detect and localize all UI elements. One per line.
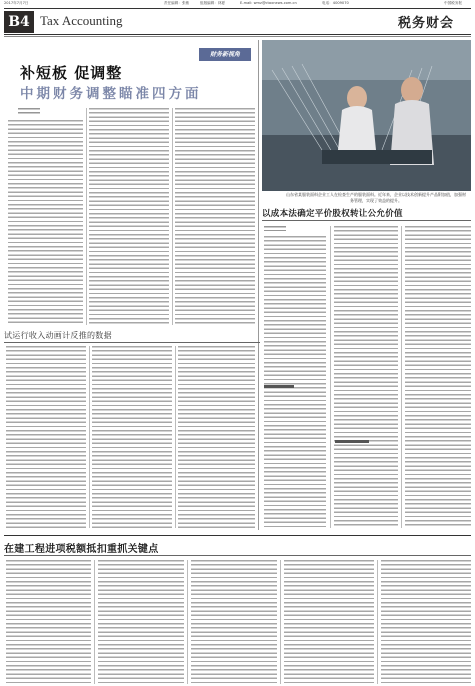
article-4-col-2: [98, 560, 184, 684]
article-2-byline: [264, 226, 286, 231]
column-divider: [401, 226, 402, 528]
column-divider: [187, 560, 188, 684]
article-3-col-2: [92, 346, 172, 528]
column-divider: [89, 346, 90, 528]
section-rule: [4, 34, 471, 35]
article-1-col-1: [8, 120, 83, 325]
article-1-byline: [18, 108, 40, 114]
section-rule-thin: [4, 36, 471, 37]
article-2-col-2: [334, 226, 398, 528]
article-2-col-3: [405, 226, 471, 528]
article-1-col-2: [89, 108, 169, 325]
article-1-subtitle: 中期财务调整瞄准四方面: [20, 86, 202, 102]
factory-workers-photo: [262, 40, 471, 191]
article-2-subheading: [335, 440, 369, 443]
column-divider: [94, 560, 95, 684]
column-divider: [280, 560, 281, 684]
photo-caption: 山东省某服装面料企业工人在检查生产的服装面料。近年来，企业以技术创新提升产品附加值，加强财务管理，实现了效益的提升。: [286, 192, 466, 203]
article-4-col-5: [381, 560, 471, 684]
column-divider: [86, 108, 87, 325]
section-title-en: Tax Accounting: [40, 13, 123, 28]
article-4-title[interactable]: 在建工程进项税额抵扣重抓关键点: [4, 544, 159, 555]
column-flag: 财务新视角: [199, 48, 251, 61]
headline-rule: [4, 342, 260, 343]
header-rule: [4, 8, 471, 9]
article-3-col-1: [6, 346, 86, 528]
column-divider: [172, 108, 173, 325]
article-4-col-4: [284, 560, 374, 684]
issue-date: 2017年7月7日: [4, 1, 29, 5]
page-number: B4: [4, 11, 34, 33]
photo-illustration: [262, 40, 471, 191]
article-4-col-1: [6, 560, 91, 684]
article-1-title[interactable]: 补短板 促调整: [20, 64, 123, 82]
article-4-col-3: [191, 560, 277, 684]
headline-rule: [262, 220, 471, 221]
section-title-cn: 税务财会: [398, 16, 455, 31]
contact-email: E-mail: wmz@ctaxnews.com.cn: [240, 1, 297, 5]
column-divider: [330, 226, 331, 528]
article-3-title[interactable]: 试运行收入动画计反推的数据: [4, 331, 112, 340]
column-divider: [377, 560, 378, 684]
article-1-col-3: [175, 108, 255, 325]
article-2-title[interactable]: 以成本法确定平价股权转让公允价值: [262, 209, 403, 219]
headline-rule: [4, 555, 471, 556]
article-2-col-1: [264, 236, 326, 528]
article-3-col-3: [178, 346, 255, 528]
section-rule: [4, 535, 471, 536]
column-divider: [175, 346, 176, 528]
editor-credit: 责任编辑：张敏: [164, 1, 190, 5]
designer-credit: 组版编辑：林夏: [200, 1, 226, 5]
article-2-subheading: [264, 385, 294, 388]
header-meta: [4, 1, 471, 7]
paper-name: 中国税务报: [444, 1, 462, 5]
contact-phone: 电话：4009070: [322, 1, 349, 5]
column-divider: [258, 40, 259, 530]
